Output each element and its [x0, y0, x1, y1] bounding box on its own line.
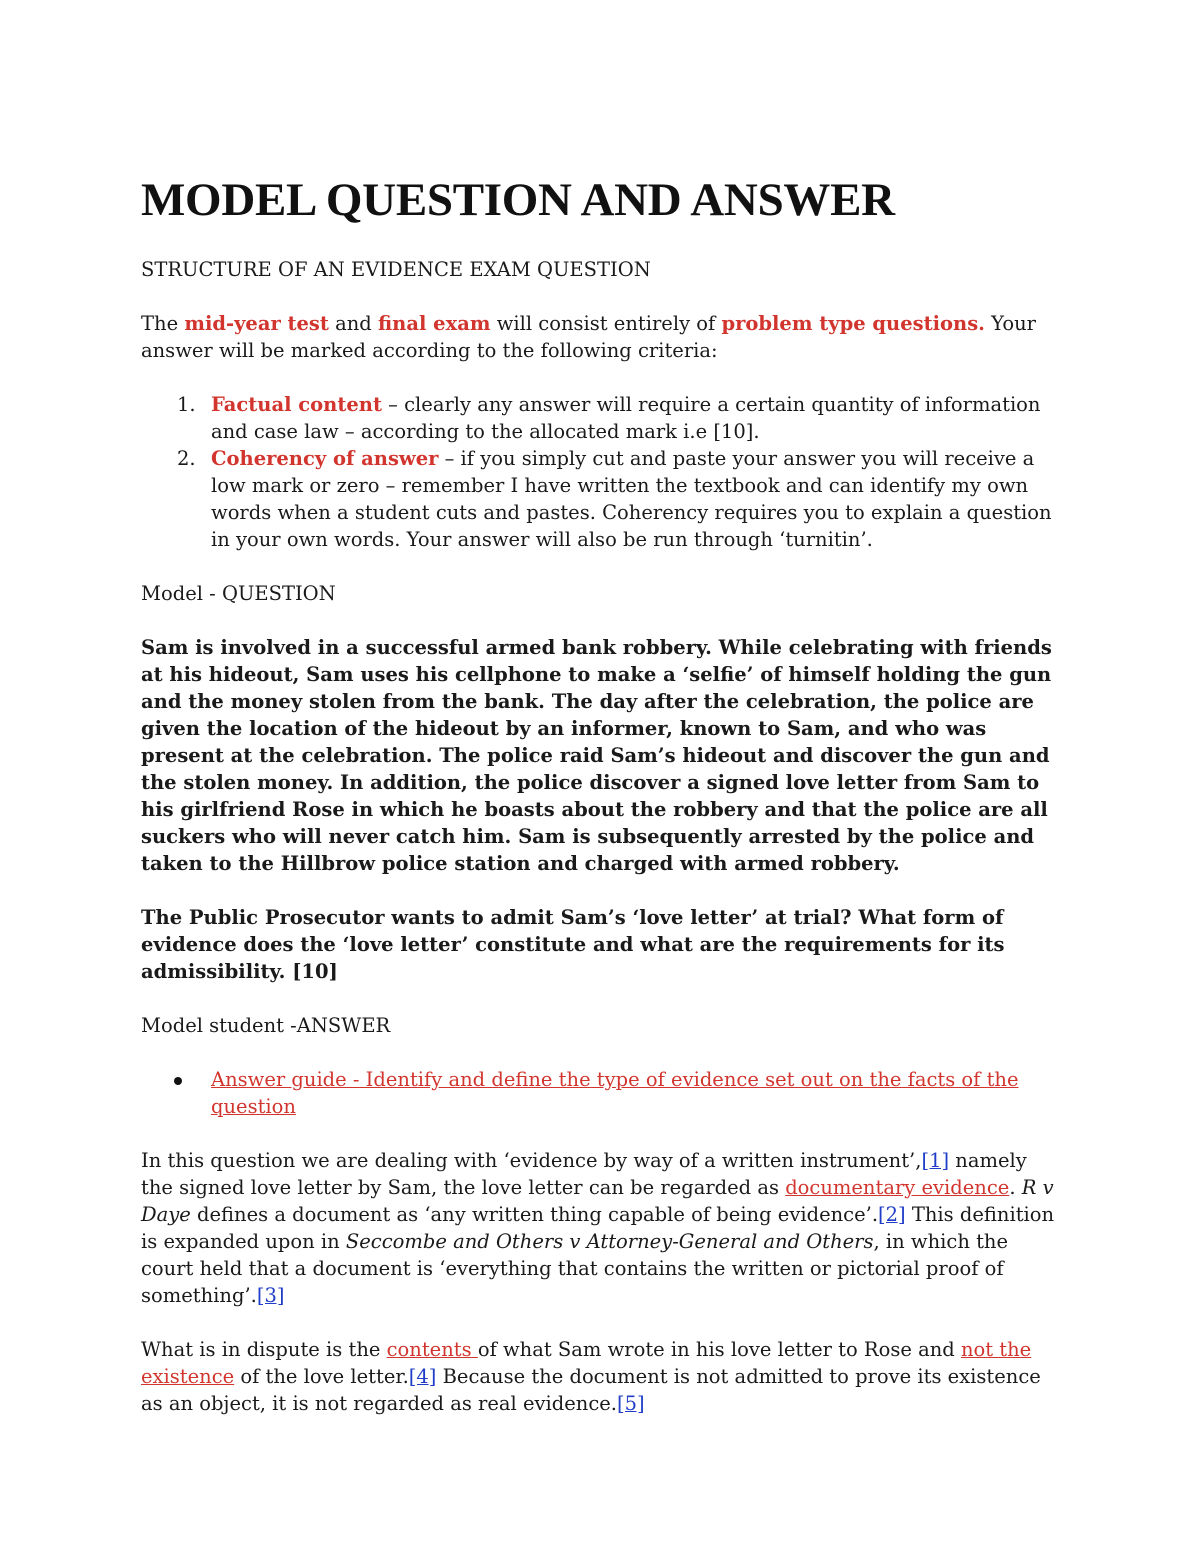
- documentary-evidence-link[interactable]: documentary evidence: [785, 1176, 1010, 1199]
- page-title: MODEL QUESTION AND ANSWER: [141, 174, 895, 226]
- footnote-link-3[interactable]: [3]: [256, 1284, 285, 1307]
- mid-year-test-highlight: mid-year test: [184, 312, 329, 335]
- contents-link[interactable]: contents: [386, 1338, 478, 1361]
- answer-guide-link[interactable]: Answer guide - Identify and define the type of evidence set out on the facts of the question: [211, 1068, 1019, 1118]
- footnote-link-1[interactable]: [1]: [921, 1149, 950, 1172]
- list-item: [141, 1066, 1061, 1120]
- case-name-daye: R v Daye: [141, 1176, 1054, 1226]
- footnote-link-4[interactable]: [4]: [408, 1365, 437, 1388]
- criteria-label: Coherency of answer: [211, 447, 439, 470]
- case-name-seccombe: Seccombe and Others v Attorney-General and Others: [345, 1230, 874, 1253]
- question-prompt: The Public Prosecutor wants to admit Sam’s ‘love letter’ at trial? What form of evidence does the ‘love letter’ constitute and what are the requirements for its admissibility. [10]: [141, 906, 1005, 983]
- footnote-link-2[interactable]: [2]: [878, 1203, 906, 1226]
- bullet-icon: [174, 1077, 182, 1085]
- subtitle: STRUCTURE OF AN EVIDENCE EXAM QUESTION: [141, 258, 651, 281]
- list-number: 2.: [177, 447, 196, 470]
- intro-paragraph: The mid-year test and final exam will consist entirely of problem type questions. Your answer will be marked according to the following criteria:: [141, 312, 1036, 362]
- question-text: Sam is involved in a successful armed bank robbery. While celebrating with friends at his hideout, Sam uses his cellphone to make a ‘selfie’ of himself holding the gun and the money stolen from the bank. The day after the celebration, the police are given the location of the hideout by an informer, known to Sam, and who was present at the celebration. The police raid Sam’s hideout and discover the gun and the stolen money. In addition, the police discover a signed love letter from Sam to his girlfriend Rose in which he boasts about the robbery and that the police are all suckers who will never catch him. Sam is subsequently arrested by the police and taken to the Hillbrow police station and charged with armed robbery.: [141, 636, 1052, 875]
- problem-type-highlight: problem type questions.: [721, 312, 985, 335]
- answer-guide-list: [141, 1066, 1061, 1120]
- criteria-list: [141, 391, 1061, 553]
- criteria-item: [141, 391, 1061, 445]
- not-the-existence-link[interactable]: not the existence: [141, 1338, 1032, 1388]
- criteria-text: – if you simply cut and paste your answer you will receive a low mark or zero – remember I have written the textbook and can identify my own words when a student cuts and pastes. Coherency requires you to explain a question in your own words. Your answer will also be run through ‘turnitin’.: [211, 447, 1052, 551]
- criteria-label: Factual content: [211, 393, 382, 416]
- document-body: [141, 172, 1061, 1417]
- criteria-item: [141, 445, 1061, 553]
- answer-paragraph-2: What is in dispute is the contents of what Sam wrote in his love letter to Rose and not the existence of the love letter.[4] Because the document is not admitted to prove its existence as an object, it is not regarded as real evidence.[5]: [141, 1338, 1041, 1415]
- answer-heading: Model student -ANSWER: [141, 1014, 391, 1037]
- footnote-link-5[interactable]: [5]: [617, 1392, 645, 1415]
- criteria-text: – clearly any answer will require a certain quantity of information and case law – according to the allocated mark i.e [10].: [211, 393, 1041, 443]
- final-exam-highlight: final exam: [378, 312, 491, 335]
- answer-paragraph-1: In this question we are dealing with ‘evidence by way of a written instrument’,[1] namely the signed love letter by Sam, the love letter can be regarded as documentary evidence. R v Daye defines a document as ‘any written thing capable of being evidence’.[2] This definition is expanded upon in Seccombe and Others v Attorney-General and Others, in which the court held that a document is ‘everything that contains the written or pictorial proof of something’.[3]: [141, 1149, 1055, 1307]
- list-number: 1.: [177, 393, 196, 416]
- question-heading: Model - QUESTION: [141, 582, 336, 605]
